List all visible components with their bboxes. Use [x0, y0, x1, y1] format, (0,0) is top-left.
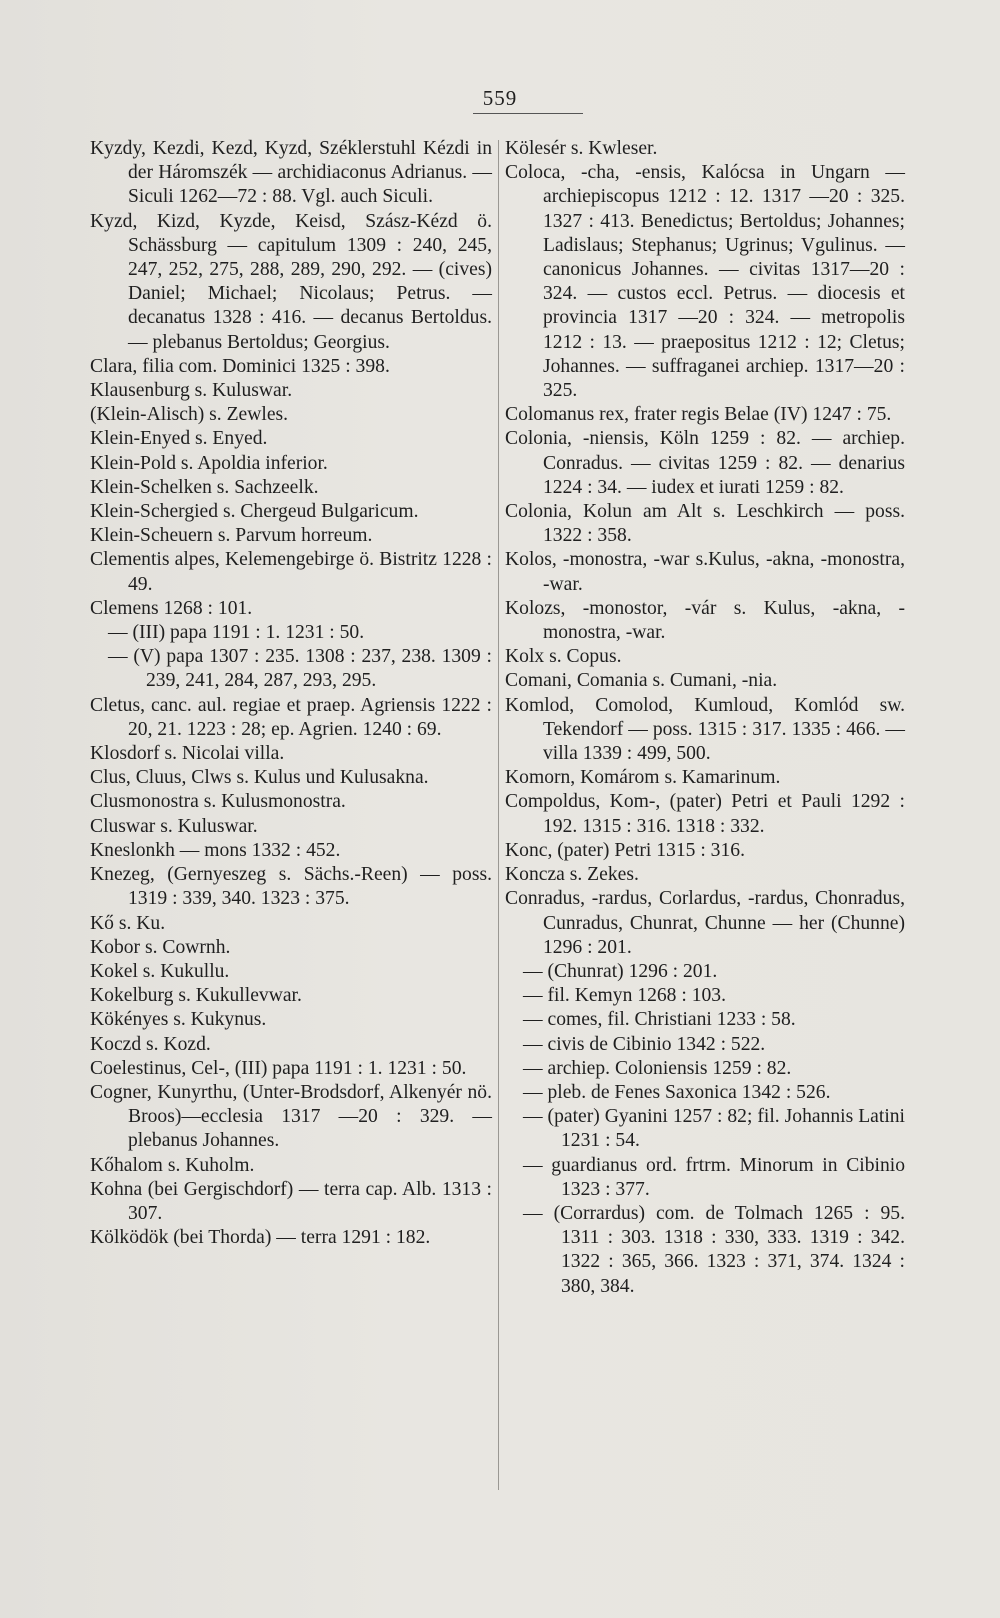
index-entry: Clemens 1268 : 101. [90, 597, 253, 619]
index-entry: Kolos, -monostra, -war s.Kulus, -akna, -monostra, -war. [505, 549, 905, 595]
column-divider [498, 140, 499, 1490]
index-entry: Kokel s. Kukullu. [90, 960, 230, 982]
index-entry: Komlod, Comolod, Kumloud, Komlód sw. Tekendorf — poss. 1315 : 317. 1335 : 466. — villa 1339 : 499, 500. [505, 694, 905, 765]
index-entry: Klosdorf s. Nicolai villa. [90, 743, 285, 765]
index-subentry: — (pater) Gyanini 1257 : 82; fil. Johannis Latini 1231 : 54. [523, 1106, 905, 1152]
index-entry: Klausenburg s. Kuluswar. [90, 380, 293, 402]
index-subentry: — archiep. Coloniensis 1259 : 82. [523, 1057, 792, 1079]
index-entry: Koncza s. Zekes. [505, 864, 639, 886]
index-entry: Knezeg, (Gernyeszeg s. Sächs.-Reen) — poss. 1319 : 339, 340. 1323 : 375. [90, 864, 492, 910]
index-subentry: — (Corrardus) com. de Tolmach 1265 : 95. 1311 : 303. 1318 : 330, 333. 1319 : 342. 1322 : 365, 366. 1323 : 371, 374. 1324 : 380, 384. [523, 1202, 905, 1297]
index-entry: Kyzd, Kizd, Kyzde, Keisd, Szász-Kézd ö. Schässburg — capitulum 1309 : 240, 245, 247, 252, 275, 288, 289, 290, 292. — (cives) Daniel; Michael; Nicolaus; Petrus. — decanatus 1328 : 416. — decanus Bertoldus. — plebanus Bertoldus; Georgius. [90, 210, 492, 353]
index-subentry: — guardianus ord. frtrm. Minorum in Cibinio 1323 : 377. [523, 1154, 905, 1200]
page-number-rule [473, 113, 583, 114]
index-entry: Kyzdy, Kezdi, Kezd, Kyzd, Széklerstuhl Kézdi in der Háromszék — archidiaconus Adrianus. — Siculi 1262—72 : 88. Vgl. auch Siculi. [90, 138, 492, 208]
right-column [505, 137, 905, 1299]
index-subentry: — civis de Cibinio 1342 : 522. [523, 1033, 766, 1055]
index-entry: Kohna (bei Gergischdorf) — terra cap. Alb. 1313 : 307. [90, 1178, 492, 1224]
index-entry: Cluswar s. Kuluswar. [90, 815, 258, 837]
index-entry: Kobor s. Cowrnh. [90, 936, 231, 958]
index-entry: Clus, Cluus, Clws s. Kulus und Kulusakna. [90, 767, 429, 789]
index-entry: Klein-Schergied s. Chergeud Bulgaricum. [90, 501, 419, 523]
index-entry: Kokelburg s. Kukullevwar. [90, 985, 302, 1007]
index-entry: Kolozs, -monostor, -vár s. Kulus, -akna, -monostra, -war. [505, 597, 905, 644]
index-entry: Kolx s. Copus. [505, 646, 622, 668]
index-subentry: — fil. Kemyn 1268 : 103. [523, 985, 726, 1007]
index-subentry: — pleb. de Fenes Saxonica 1342 : 526. [523, 1081, 831, 1103]
page-number: 559 [0, 86, 1000, 114]
index-entry: Konc, (pater) Petri 1315 : 316. [505, 839, 745, 861]
index-entry: Kökényes s. Kukynus. [90, 1009, 267, 1031]
index-entry: Klein-Enyed s. Enyed. [90, 428, 268, 450]
index-entry: Kneslonkh — mons 1332 : 452. [90, 839, 341, 861]
index-entry: Kölesér s. Kwleser. [505, 138, 658, 159]
index-entry: Colonia, -niensis, Köln 1259 : 82. — archiep. Conradus. — civitas 1259 : 82. — denarius 1224 : 34. — iudex et iurati 1259 : 82. [505, 428, 905, 498]
index-entry: Cletus, canc. aul. regiae et praep. Agriensis 1222 : 20, 21. 1223 : 28; ep. Agrien. 1240 : 69. [90, 694, 492, 740]
index-entry: Coloca, -cha, -ensis, Kalócsa in Ungarn — archiepiscopus 1212 : 12. 1317 —20 : 325. 1327 : 413. Benedictus; Bertoldus; Johannes; Ladislaus; Stephanus; Ugrinus; Vgulinus. — canonicus Johannes. — civitas 1317—20 : 324. — custos eccl. Petrus. — diocesis et provincia 1317 —20 : 324. — metropolis 1212 : 13. — praepositus 1212 : 12; Cletus; Johannes. — suffraganei archiep. 1317—20 : 325. [505, 162, 905, 402]
index-entry: Colonia, Kolun am Alt s. Leschkirch — poss. 1322 : 358. [505, 501, 905, 547]
index-entry: Koczd s. Kozd. [90, 1033, 211, 1055]
index-entry: Klein-Schelken s. Sachzeelk. [90, 476, 319, 498]
index-subentry: — (V) papa 1307 : 235. 1308 : 237, 238. 1309 : 239, 241, 284, 287, 293, 295. [108, 646, 492, 692]
index-subentry: — comes, fil. Christiani 1233 : 58. [523, 1009, 796, 1031]
index-entry: Coelestinus, Cel-, (III) papa 1191 : 1. 1231 : 50. [90, 1057, 467, 1079]
index-entry: Cogner, Kunyrthu, (Unter-Brodsdorf, Alkenyér nö. Broos)—ecclesia 1317 —20 : 329. — plebanus Johannes. [90, 1081, 492, 1152]
index-entry: Clara, filia com. Dominici 1325 : 398. [90, 355, 390, 377]
left-column [90, 137, 492, 1250]
index-entry: (Klein-Alisch) s. Zewles. [90, 404, 289, 426]
index-entry: Komorn, Komárom s. Kamarinum. [505, 767, 781, 789]
index-entry: Kő s. Ku. [90, 912, 166, 934]
index-entry: Conradus, -rardus, Corlardus, -rardus, Chonradus, Cunradus, Chunrat, Chunne — her (Chunne) 1296 : 201. [505, 888, 905, 958]
index-entry: Compoldus, Kom-, (pater) Petri et Pauli 1292 : 192. 1315 : 316. 1318 : 332. [505, 791, 905, 837]
index-entry: Comani, Comania s. Cumani, -nia. [505, 670, 778, 692]
index-entry: Kőhalom s. Kuholm. [90, 1154, 255, 1176]
index-entry: Kölködök (bei Thorda) — terra 1291 : 182. [90, 1227, 431, 1249]
index-entry: Colomanus rex, frater regis Belae (IV) 1247 : 75. [505, 404, 892, 426]
index-subentry: — (Chunrat) 1296 : 201. [523, 960, 718, 982]
index-entry: Klein-Scheuern s. Parvum horreum. [90, 525, 373, 547]
index-entry: Clusmonostra s. Kulusmonostra. [90, 791, 346, 813]
index-entry: Klein-Pold s. Apoldia inferior. [90, 452, 328, 474]
index-entry: Clementis alpes, Kelemengebirge ö. Bistritz 1228 : 49. [90, 549, 492, 595]
index-subentry: — (III) papa 1191 : 1. 1231 : 50. [108, 622, 365, 644]
